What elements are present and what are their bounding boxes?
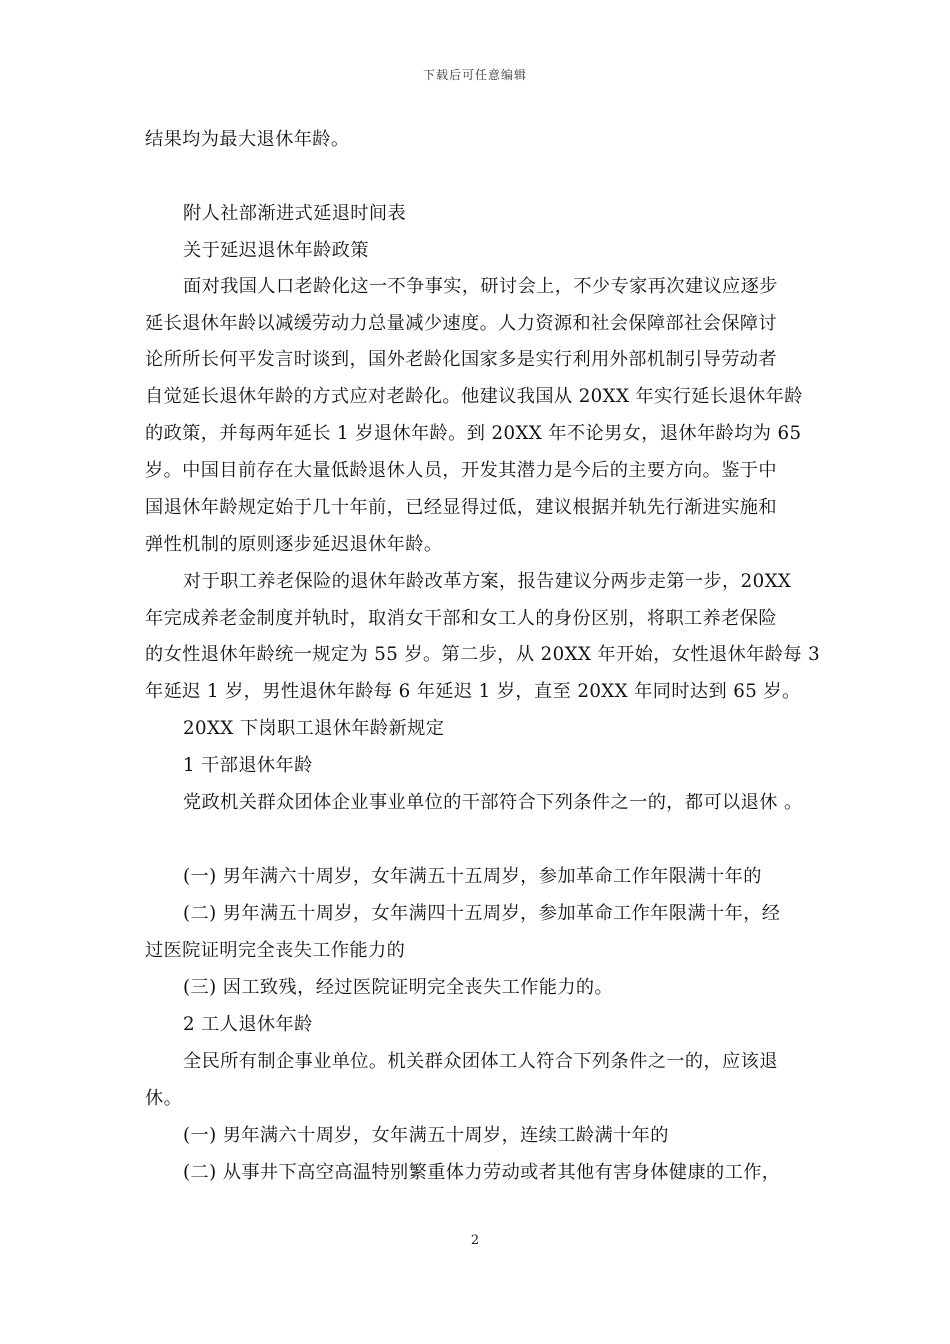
header-note: 下载后可任意编辑	[422, 68, 527, 82]
text-line: 全民所有制企事业单位。机关群众团体工人符合下列条件之一的，应该退	[183, 1051, 778, 1072]
text-line: 年延迟 1 岁，男性退休年龄每 6 年延迟 1 岁，直至 20XX 年同时达到 65 岁。	[145, 681, 801, 702]
list-item: (一) 男年满六十周岁，女年满五十五周岁，参加革命工作年限满十年的	[183, 866, 762, 887]
text-line: 的女性退休年龄统一规定为 55 岁。第二步，从 20XX 年开始，女性退休年龄每 3	[145, 644, 821, 665]
text-line: 延长退休年龄以减缓劳动力总量减少速度。人力资源和社会保障部社会保障讨	[145, 313, 777, 334]
list-item: (三) 因工致残，经过医院证明完全丧失工作能力的。	[183, 977, 614, 998]
section-heading: 20XX 下岗职工退休年龄新规定	[183, 718, 445, 739]
text-line: 休。	[145, 1088, 183, 1109]
text-line: 岁。中国目前存在大量低龄退休人员，开发其潜力是今后的主要方向。鉴于中	[145, 460, 777, 481]
text-line: 结果均为最大退休年龄。	[145, 129, 350, 150]
subsection-heading: 2 工人退休年龄	[183, 1014, 313, 1035]
page-number: 2	[470, 1233, 480, 1248]
list-item: (二) 从事井下高空高温特别繁重体力劳动或者其他有害身体健康的工作，	[183, 1162, 781, 1183]
subsection-heading: 1 干部退休年龄	[183, 755, 313, 776]
text-line: 面对我国人口老龄化这一不争事实，研讨会上，不少专家再次建议应逐步	[183, 276, 778, 297]
text-line: 论所所长何平发言时谈到，国外老龄化国家多是实行利用外部机制引导劳动者	[145, 349, 777, 370]
text-line: 党政机关群众团体企业事业单位的干部符合下列条件之一的，都可以退休 。	[183, 792, 803, 813]
list-item: (一) 男年满六十周岁，女年满五十周岁，连续工龄满十年的	[183, 1125, 669, 1146]
text-line: 对于职工养老保险的退休年龄改革方案，报告建议分两步走第一步，20XX	[183, 571, 792, 592]
text-line: 弹性机制的原则逐步延迟退休年龄。	[145, 534, 443, 555]
list-item: (二) 男年满五十周岁，女年满四十五周岁，参加革命工作年限满十年，经	[183, 903, 781, 924]
text-line: 自觉延长退休年龄的方式应对老龄化。他建议我国从 20XX 年实行延长退休年龄	[145, 386, 803, 407]
appendix-title: 附人社部渐进式延退时间表	[183, 203, 407, 224]
section-heading: 关于延迟退休年龄政策	[183, 240, 369, 261]
text-line: 过医院证明完全丧失工作能力的	[145, 940, 406, 961]
text-line: 年完成养老金制度并轨时，取消女干部和女工人的身份区别，将职工养老保险	[145, 608, 777, 629]
text-line: 的政策，并每两年延长 1 岁退休年龄。到 20XX 年不论男女，退休年龄均为 65	[145, 423, 802, 444]
text-line: 国退休年龄规定始于几十年前，已经显得过低，建议根据并轨先行渐进实施和	[145, 497, 777, 518]
